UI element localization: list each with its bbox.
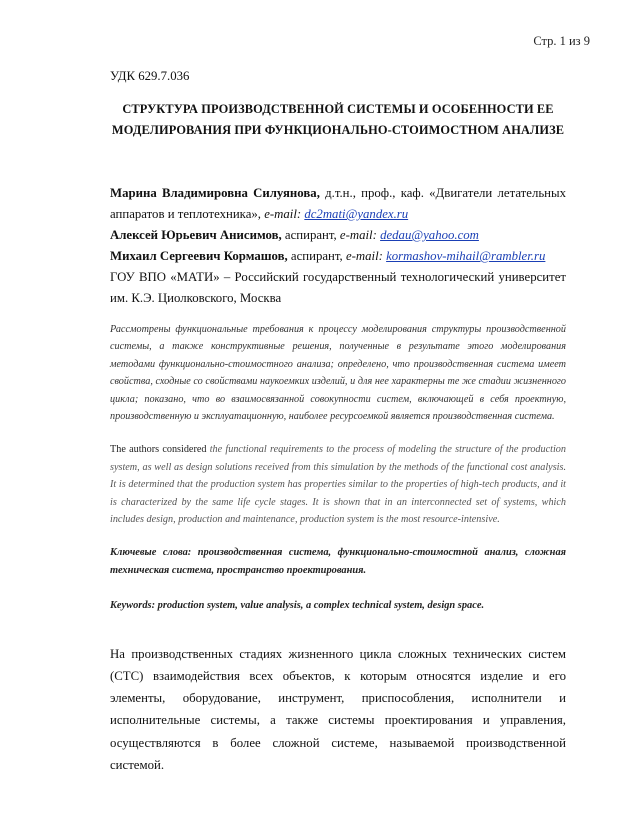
author-2-email-label: e-mail: <box>339 228 381 242</box>
author-1 <box>110 183 566 225</box>
author-1-desc: д.т.н., проф., каф. «Двигатели летательных аппаратов и теплотехника», <box>110 186 567 221</box>
author-3-name: Михаил Сергеевич Кормашов, <box>110 249 288 263</box>
title-line-2: МОДЕЛИРОВАНИЯ ПРИ ФУНКЦИОНАЛЬНО-СТОИМОСТНОМ АНАЛИЗЕ <box>111 123 565 137</box>
keywords-en: Keywords: production system, value analysis, a complex technical system, design space. <box>110 600 485 612</box>
author-3-email-label: e-mail: <box>345 249 387 263</box>
organization: ГОУ ВПО «МАТИ» – Российский государственный технологический университет им. К.Э. Циолковского, Москва <box>110 270 566 305</box>
article-title <box>110 99 566 141</box>
page-counter: Стр. 1 из 9 <box>533 34 590 48</box>
udc-code: УДК 629.7.036 <box>110 69 190 83</box>
abstract-en-lead: The authors considered <box>110 444 207 456</box>
author-2-email-link[interactable]: dedau@yahoo.com <box>380 228 479 242</box>
author-3 <box>110 246 566 267</box>
author-2-desc: аспирант, <box>281 228 340 242</box>
abstract-ru: Рассмотрены функциональные требования к процессу моделирования структуры производственной системы, а также конструктивные решения, полученные в результате этого моделирования методами функционально-стоимостного анализа; определено, что производственная система имеет свойства, сходные со свойствами наукоемких изделий, и для нее характерны те же стадии жизненного цикла; показано, что во взаимосвязанной совокупности систем, включающей в себя проектную, производственную и эксплуатационную, наиболее ресурсоемкой является производственная система. <box>110 324 566 423</box>
body-paragraph: На производственных стадиях жизненного цикла сложных технических систем (СТС) взаимодействия всех объектов, к которым относятся изделие и его элементы, оборудование, инструмент, приспособления, исполнители и исполнительные системы, а также системы проектирования и управления, осуществляются в более сложной системе, называемой производственной системой. <box>110 646 566 772</box>
keywords-ru: Ключевые слова: производственная система, функционально-стоимостной анализ, сложная техническая система, пространство проектирования. <box>110 547 566 576</box>
author-1-name: Марина Владимировна Силуянова, <box>110 186 320 200</box>
author-1-email-label: e-mail: <box>264 207 305 221</box>
title-line-1: СТРУКТУРА ПРОИЗВОДСТВЕННОЙ СИСТЕМЫ И ОСОБЕННОСТИ ЕЕ <box>122 102 554 116</box>
article-content <box>110 66 566 776</box>
author-2-name: Алексей Юрьевич Анисимов, <box>110 228 282 242</box>
author-3-email-link[interactable]: kormashov-mihail@rambler.ru <box>386 249 546 263</box>
abstract-en-text: the functional requirements to the process of modeling the structure of the production system, as well as design solutions received from this simulation by the methods of the functional cost analysis. It is determined that the production system has properties similar to the properties of high-tech products, and it is characterized by the same life cycle stages. It is shown that in an interconnected set of systems, which includes design, production and maintenance, production system is the most resource-intensive. <box>110 444 566 526</box>
author-1-email-link[interactable]: dc2mati@yandex.ru <box>304 207 409 221</box>
abstract-en <box>110 441 566 528</box>
author-3-desc: аспирант, <box>287 249 346 263</box>
author-2 <box>110 225 566 246</box>
